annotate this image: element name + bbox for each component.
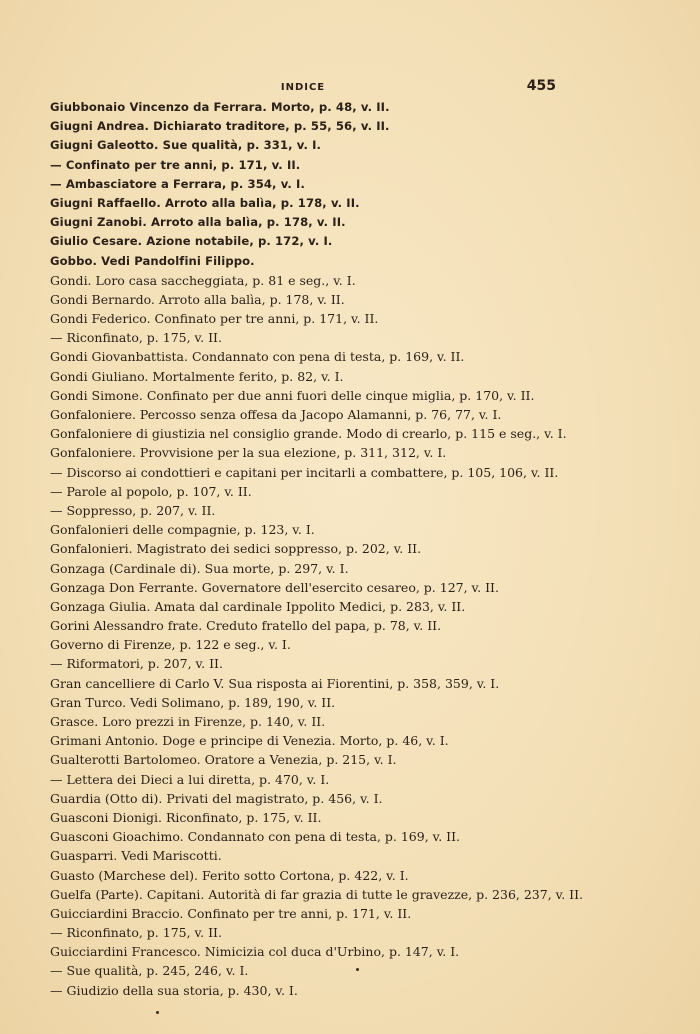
index-entry: Guasto (Marchese del). Ferito sotto Cortona, p. 422, v. I. (50, 867, 409, 883)
index-entry: Gondi Bernardo. Arroto alla balìa, p. 178, v. II. (50, 291, 345, 307)
index-entry: Gonfaloniere di giustizia nel consiglio grande. Modo di crearlo, p. 115 e seg., v. I. (50, 426, 567, 442)
index-entry: Giugni Raffaello. Arroto alla balìa, p. 178, v. II. (50, 195, 360, 210)
index-entry: — Confinato per tre anni, p. 171, v. II. (50, 157, 301, 172)
index-entry: Gondi Giuliano. Mortalmente ferito, p. 82, v. I. (50, 368, 344, 384)
running-title: INDICE (280, 82, 326, 93)
index-entry: Gondi Federico. Confinato per tre anni, p. 171, v. II. (50, 311, 379, 327)
index-entry: Gonzaga (Cardinale di). Sua morte, p. 297, v. I. (50, 560, 349, 576)
index-entry: Gonzaga Giulia. Amata dal cardinale Ippolito Medici, p. 283, v. II. (50, 598, 466, 614)
index-entry: Gobbo. Vedi Pandolfini Filippo. (50, 253, 255, 268)
page-header (50, 78, 556, 98)
index-entry: Gondi Giovanbattista. Condannato con pena di testa, p. 169, v. II. (50, 349, 465, 365)
index-entry: Gonfaloniere. Percosso senza offesa da Jacopo Alamanni, p. 76, 77, v. I. (50, 407, 502, 422)
index-entry: Gonzaga Don Ferrante. Governatore dell'esercito cesareo, p. 127, v. II. (50, 579, 499, 595)
index-entry: Gualterotti Bartolomeo. Oratore a Venezia, p. 215, v. I. (50, 752, 397, 768)
index-entry: Gonfalonieri delle compagnie, p. 123, v. I. (50, 522, 315, 538)
index-entry-list (50, 98, 660, 1000)
index-entry: Governo di Firenze, p. 122 e seg., v. I. (50, 637, 291, 653)
index-entry: Giulio Cesare. Azione notabile, p. 172, v. I. (50, 234, 333, 249)
index-entry: Grasce. Loro prezzi in Firenze, p. 140, v. II. (50, 714, 326, 729)
page-number: 455 (526, 78, 556, 94)
index-entry: — Soppresso, p. 207, v. II. (50, 502, 216, 518)
ink-speck (156, 1011, 159, 1014)
index-entry: Gonfaloniere. Provvisione per la sua elezione, p. 311, 312, v. I. (50, 445, 447, 461)
index-entry: — Sue qualità, p. 245, 246, v. I. (50, 963, 249, 979)
index-entry: — Ambasciatore a Ferrara, p. 354, v. I. (50, 176, 305, 191)
index-entry: Giugni Andrea. Dichiarato traditore, p. 55, 56, v. II. (50, 119, 390, 134)
index-entry: — Parole al popolo, p. 107, v. II. (50, 483, 252, 499)
index-entry: — Riconfinato, p. 175, v. II. (50, 330, 222, 346)
index-entry: Gondi Simone. Confinato per due anni fuori delle cinque miglia, p. 170, v. II. (50, 387, 535, 403)
index-entry: Guasconi Dionigi. Riconfinato, p. 175, v. II. (50, 809, 322, 825)
index-entry: — Giudizio della sua storia, p. 430, v. I. (50, 982, 298, 998)
index-entry: Gran Turco. Vedi Solimano, p. 189, 190, v. II. (50, 694, 336, 710)
index-entry: Guardia (Otto di). Privati del magistrato, p. 456, v. I. (50, 790, 383, 806)
index-entry: Guasparri. Vedi Mariscotti. (50, 848, 222, 864)
index-entry: Gondi. Loro casa saccheggiata, p. 81 e seg., v. I. (50, 272, 356, 288)
index-entry: Giugni Galeotto. Sue qualità, p. 331, v. I. (50, 138, 322, 153)
index-entry: — Lettera dei Dieci a lui diretta, p. 470, v. I. (50, 771, 330, 787)
index-entry: Gonfalonieri. Magistrato dei sedici soppresso, p. 202, v. II. (50, 541, 422, 557)
index-entry: — Discorso ai condottieri e capitani per incitarli a combattere, p. 105, 106, v. II. (50, 464, 559, 480)
index-entry: — Riformatori, p. 207, v. II. (50, 656, 223, 672)
index-entry: Giugni Zanobi. Arroto alla balìa, p. 178, v. II. (50, 215, 346, 230)
ink-speck (356, 968, 359, 971)
index-entry: Guicciardini Braccio. Confinato per tre anni, p. 171, v. II. (50, 905, 412, 921)
index-entry: Grimani Antonio. Doge e principe di Venezia. Morto, p. 46, v. I. (50, 733, 449, 749)
index-entry: — Riconfinato, p. 175, v. II. (50, 925, 222, 941)
index-entry: Guasconi Gioachimo. Condannato con pena di testa, p. 169, v. II. (50, 829, 461, 845)
index-entry: Gran cancelliere di Carlo V. Sua risposta ai Fiorentini, p. 358, 359, v. I. (50, 675, 500, 691)
index-entry: Gorini Alessandro frate. Creduto fratello del papa, p. 78, v. II. (50, 618, 442, 634)
index-entry: Giubbonaio Vincenzo da Ferrara. Morto, p. 48, v. II. (50, 100, 390, 114)
index-entry: Guelfa (Parte). Capitani. Autorità di far grazia di tutte le gravezze, p. 236, 237, v. II. (50, 886, 584, 902)
index-entry: Guicciardini Francesco. Nimicizia col duca d'Urbino, p. 147, v. I. (50, 944, 460, 960)
